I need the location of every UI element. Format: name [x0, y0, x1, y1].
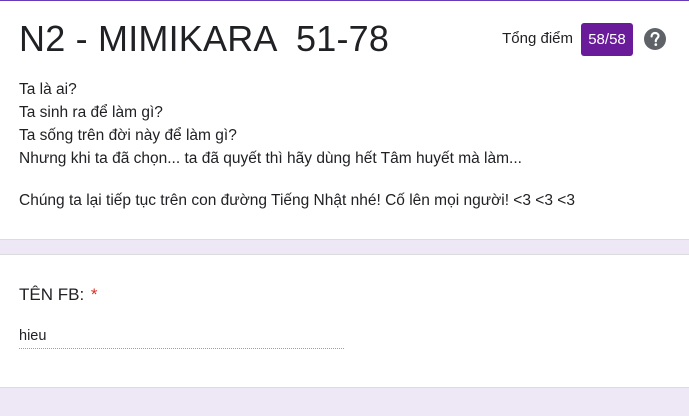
- description-blank-line: [19, 170, 659, 189]
- description-line: Nhưng khi ta đã chọn... ta đã quyết thì hãy dùng hết Tâm huyết mà làm...: [19, 150, 522, 167]
- fb-name-answer: hieu: [19, 327, 344, 349]
- question-title: [19, 285, 98, 305]
- form-description: [19, 78, 659, 212]
- question-card: [0, 254, 689, 388]
- total-score-label: Tổng điểm: [502, 30, 573, 47]
- total-score-badge: 58/58: [581, 23, 633, 56]
- required-marker: *: [90, 285, 98, 304]
- description-line: Chúng ta lại tiếp tục trên con đường Tiếng Nhật nhé! Cố lên mọi người! <3 <3 <3: [19, 192, 575, 209]
- help-icon[interactable]: [644, 28, 666, 50]
- description-line: Ta sinh ra để làm gì?: [19, 104, 163, 121]
- question-label: TÊN FB:: [19, 285, 85, 304]
- description-line: Ta là ai?: [19, 81, 77, 98]
- form-title: N2 - MIMIKARA 51-78: [19, 18, 390, 59]
- description-line: Ta sống trên đời này để làm gì?: [19, 127, 237, 144]
